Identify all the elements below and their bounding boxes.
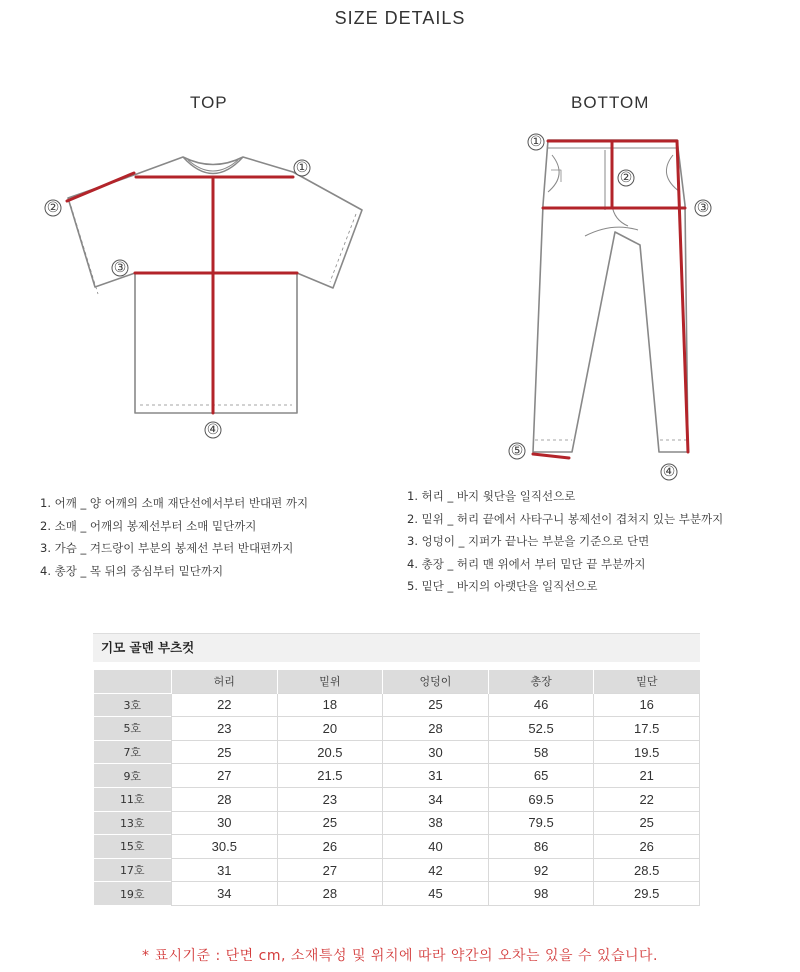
table-cell: 25	[594, 811, 700, 835]
table-cell: 28	[383, 717, 489, 741]
size-label: 5호	[94, 717, 172, 741]
table-row	[94, 764, 700, 788]
table-cell: 17.5	[594, 717, 700, 741]
bottom-marker-1: ①	[529, 134, 543, 150]
bottom-marker-3: ③	[696, 200, 710, 216]
table-cell: 31	[383, 764, 489, 788]
table-cell: 45	[383, 882, 489, 906]
top-note: 4. 총장 _ 목 뒤의 중심부터 밑단까지	[40, 563, 224, 578]
table-cell: 46	[488, 693, 594, 717]
column-header: 엉덩이	[383, 670, 489, 693]
table-cell: 28	[277, 882, 383, 906]
table-cell: 28	[172, 787, 278, 811]
column-header: 총장	[488, 670, 594, 693]
bottom-note: 3. 엉덩이 _ 지퍼가 끝나는 부분을 기준으로 단면	[407, 534, 650, 548]
size-label: 13호	[94, 811, 172, 835]
table-cell: 29.5	[594, 882, 700, 906]
table-cell: 34	[172, 882, 278, 906]
table-cell: 22	[594, 787, 700, 811]
table-cell: 92	[488, 858, 594, 882]
table-cell: 38	[383, 811, 489, 835]
table-cell: 27	[172, 764, 278, 788]
table-cell: 21.5	[277, 764, 383, 788]
top-marker-3: ③	[113, 260, 127, 276]
size-label: 11호	[94, 787, 172, 811]
top-marker-2: ②	[46, 200, 60, 216]
table-cell: 52.5	[488, 717, 594, 741]
table-row	[94, 835, 700, 859]
bottom-marker-2: ②	[619, 170, 633, 186]
bottom-note: 1. 허리 _ 바지 윗단을 일직선으로	[407, 489, 576, 503]
bottom-marker-5: ⑤	[510, 443, 524, 459]
top-marker-1: ①	[295, 160, 309, 176]
table-cell: 25	[277, 811, 383, 835]
product-name: 기모 골덴 부츠컷	[93, 633, 700, 662]
top-measure-notes	[40, 492, 308, 582]
table-cell: 26	[277, 835, 383, 859]
footnote: * 표시기준 : 단면 cm, 소재특성 및 위치에 따라 약간의 오차는 있을 수 있습니다.	[142, 948, 658, 964]
table-cell: 20	[277, 717, 383, 741]
column-header: 허리	[172, 670, 278, 693]
size-table-body	[94, 693, 700, 905]
bottom-measure-lines	[533, 141, 688, 458]
bottom-section-label: BOTTOM	[571, 93, 650, 112]
column-header: 밑단	[594, 670, 700, 693]
size-label: 17호	[94, 858, 172, 882]
bottom-hem-line	[533, 454, 569, 458]
table-row	[94, 882, 700, 906]
table-cell: 98	[488, 882, 594, 906]
size-label: 15호	[94, 835, 172, 859]
top-marker-4: ④	[206, 422, 220, 438]
table-row	[94, 740, 700, 764]
table-row	[94, 811, 700, 835]
table-cell: 26	[594, 835, 700, 859]
table-cell: 79.5	[488, 811, 594, 835]
table-cell: 30	[383, 740, 489, 764]
top-section-label: TOP	[190, 93, 228, 112]
table-cell: 27	[277, 858, 383, 882]
bottom-note: 5. 밑단 _ 바지의 아랫단을 일직선으로	[407, 579, 598, 593]
table-cell: 31	[172, 858, 278, 882]
table-cell: 69.5	[488, 787, 594, 811]
top-note: 1. 어깨 _ 양 어깨의 소매 재단선에서부터 반대편 까지	[40, 496, 309, 510]
table-cell: 20.5	[277, 740, 383, 764]
size-label: 3호	[94, 693, 172, 717]
top-note: 3. 가슴 _ 겨드랑이 부분의 봉제선 부터 반대편까지	[40, 541, 294, 555]
size-label: 9호	[94, 764, 172, 788]
table-row	[94, 717, 700, 741]
table-corner-cell	[94, 670, 172, 693]
bottom-measure-notes	[407, 485, 723, 598]
table-header-row	[94, 670, 700, 693]
bottom-note: 2. 밑위 _ 허리 끝에서 사타구니 봉제선이 겹쳐지 있는 부분까지	[407, 511, 724, 526]
size-label: 7호	[94, 740, 172, 764]
column-header: 밑위	[277, 670, 383, 693]
bottom-marker-4: ④	[662, 464, 676, 480]
table-cell: 19.5	[594, 740, 700, 764]
page-title: SIZE DETAILS	[334, 8, 466, 28]
top-note: 2. 소매 _ 어깨의 봉제선부터 소매 밑단까지	[40, 518, 257, 533]
table-cell: 25	[172, 740, 278, 764]
table-cell: 25	[383, 693, 489, 717]
table-cell: 42	[383, 858, 489, 882]
table-cell: 21	[594, 764, 700, 788]
table-row	[94, 787, 700, 811]
table-cell: 23	[172, 717, 278, 741]
table-cell: 40	[383, 835, 489, 859]
bottom-note: 4. 총장 _ 허리 맨 위에서 부터 밑단 끝 부분까지	[407, 556, 646, 571]
size-label: 19호	[94, 882, 172, 906]
table-cell: 30.5	[172, 835, 278, 859]
table-cell: 23	[277, 787, 383, 811]
table-cell: 18	[277, 693, 383, 717]
table-cell: 58	[488, 740, 594, 764]
table-cell: 34	[383, 787, 489, 811]
table-cell: 22	[172, 693, 278, 717]
table-cell: 86	[488, 835, 594, 859]
size-table	[93, 670, 700, 906]
table-cell: 65	[488, 764, 594, 788]
table-row	[94, 858, 700, 882]
size-table-section	[93, 633, 700, 906]
table-row	[94, 693, 700, 717]
table-cell: 30	[172, 811, 278, 835]
table-cell: 16	[594, 693, 700, 717]
table-cell: 28.5	[594, 858, 700, 882]
